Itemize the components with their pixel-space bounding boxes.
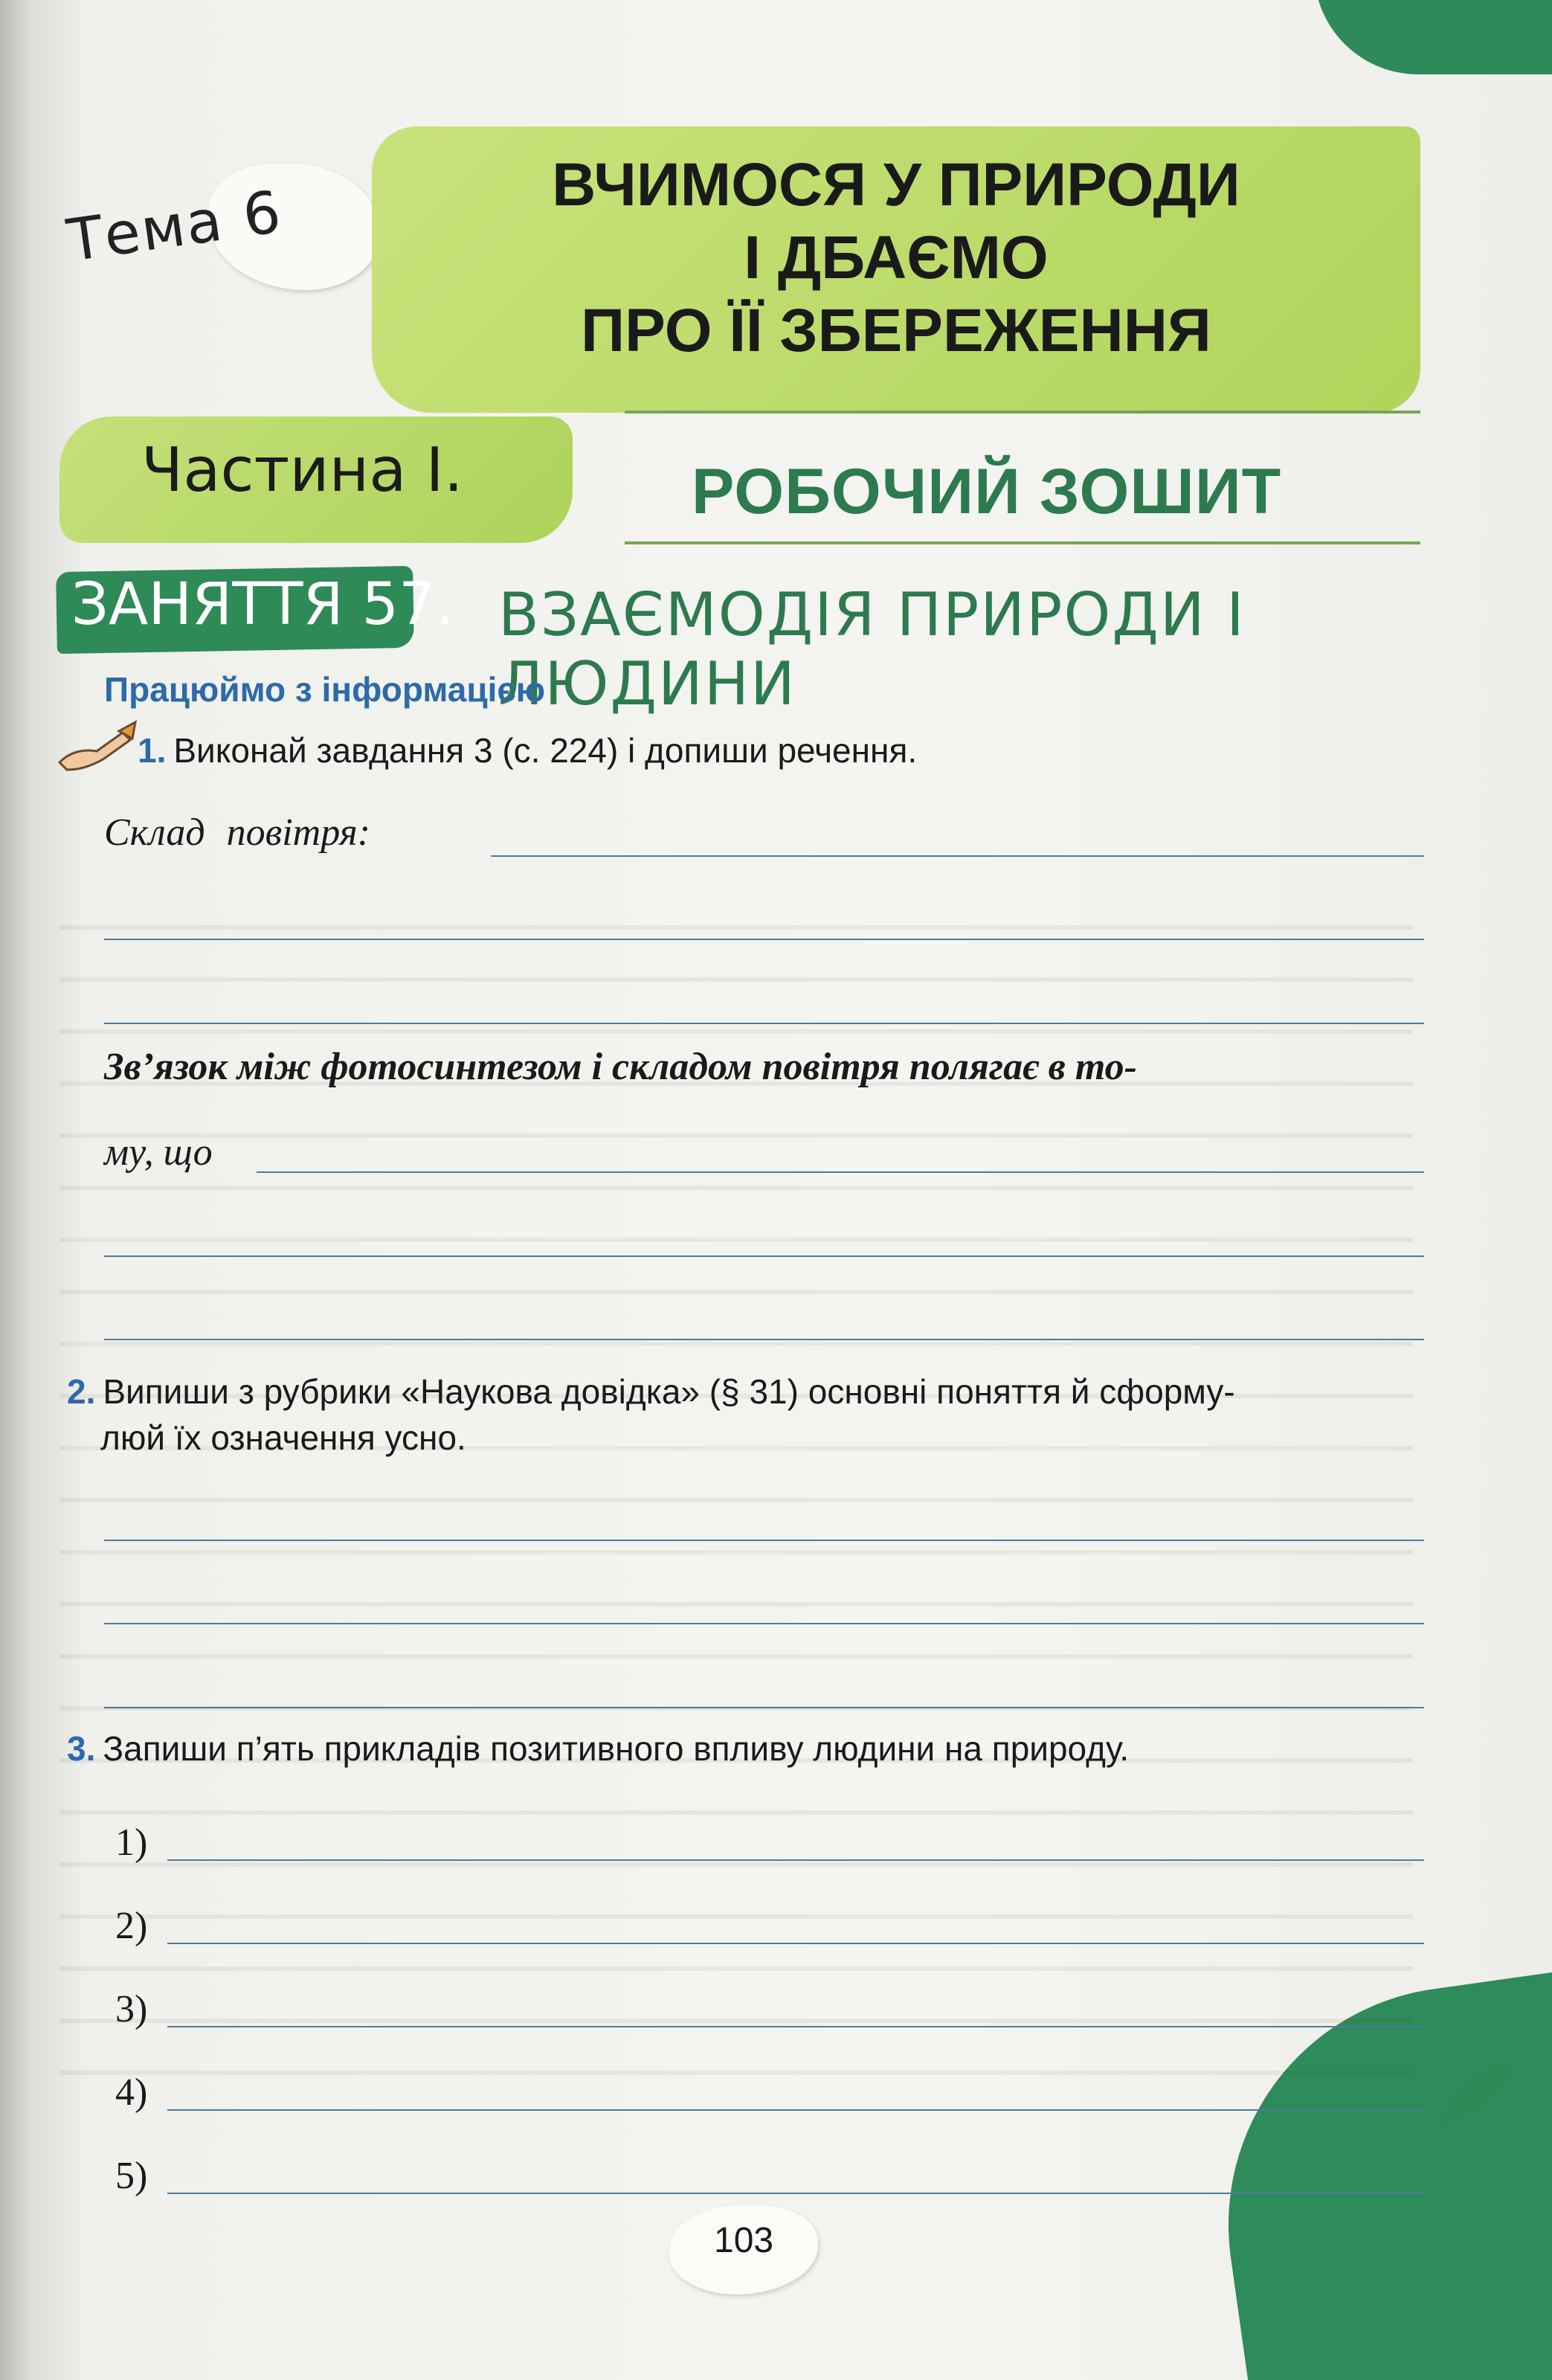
answer-line[interactable]	[104, 1255, 1424, 1257]
topic-word: Тема	[63, 187, 228, 275]
answer-line[interactable]	[167, 2109, 1424, 2111]
task-3-text: Запиши п’ять прикладів позитивного впливу людини на природу.	[103, 1729, 1130, 1768]
lesson-number: ЗАНЯТТЯ 57.	[71, 571, 454, 638]
answer-line[interactable]	[257, 1171, 1424, 1173]
photosynthesis-prompt: Зв’язок між фотосинтезом і складом повітря полягає в то-	[104, 1046, 1137, 1088]
answer-line[interactable]	[104, 1623, 1424, 1624]
answer-line[interactable]	[104, 939, 1424, 940]
answer-line[interactable]	[167, 2026, 1424, 2027]
task-2	[67, 1368, 1235, 1461]
topic-badge	[63, 164, 342, 283]
task-1-text: Виконай завдання 3 (с. 224) і допиши речення.	[173, 731, 918, 770]
page-number: 103	[714, 2221, 774, 2260]
topic-number: 6	[239, 178, 286, 251]
answer-line[interactable]	[104, 1540, 1424, 1541]
answer-line[interactable]	[167, 1943, 1424, 1944]
list-item-label: 4)	[115, 2071, 148, 2114]
answer-line[interactable]	[167, 2193, 1424, 2194]
corner-decoration-top	[1314, 0, 1552, 74]
task-2-number: 2.	[67, 1372, 96, 1411]
task-1-number: 1.	[138, 731, 167, 770]
answer-line[interactable]	[104, 1023, 1424, 1024]
answer-line[interactable]	[104, 1339, 1424, 1340]
workbook-rule-bottom	[625, 541, 1420, 544]
leaf-icon	[1433, 2060, 1522, 2135]
topic-title	[372, 149, 1420, 367]
list-item-label: 3)	[115, 1988, 148, 2030]
answer-line[interactable]	[167, 1859, 1424, 1861]
lesson-title: ВЗАЄМОДІЯ ПРИРОДИ І ЛЮДИНИ	[498, 580, 1246, 718]
task-2-text-line-2: люй їх означення усно.	[100, 1418, 466, 1457]
task-3-number: 3.	[67, 1729, 96, 1768]
photosynthesis-prompt-cont: му, що	[104, 1131, 213, 1174]
title-line-3: ПРО ЇЇ ЗБЕРЕЖЕННЯ	[581, 297, 1211, 364]
workbook-rule-top	[625, 411, 1420, 414]
pencil-hand-icon	[52, 718, 141, 777]
title-line-2: І ДБАЄМО	[744, 224, 1049, 292]
air-composition-prompt: Склад повітря:	[104, 811, 371, 854]
title-line-1: ВЧИМОСЯ У ПРИРОДИ	[552, 151, 1240, 219]
task-3	[67, 1726, 1129, 1772]
list-item-label: 1)	[115, 1821, 148, 1864]
answer-line[interactable]	[104, 1707, 1424, 1708]
list-item-label: 2)	[115, 1905, 148, 1947]
answer-line[interactable]	[491, 855, 1424, 857]
list-item-label: 5)	[115, 2155, 148, 2197]
part-label: Частина І.	[141, 435, 463, 506]
section-heading: Працюймо з інформацією	[104, 670, 546, 709]
workbook-label: РОБОЧИЙ ЗОШИТ	[692, 456, 1282, 527]
task-2-text-line-1: Випиши з рубрики «Наукова довідка» (§ 31) основні поняття й сформу-	[103, 1372, 1235, 1411]
task-1	[138, 727, 917, 774]
